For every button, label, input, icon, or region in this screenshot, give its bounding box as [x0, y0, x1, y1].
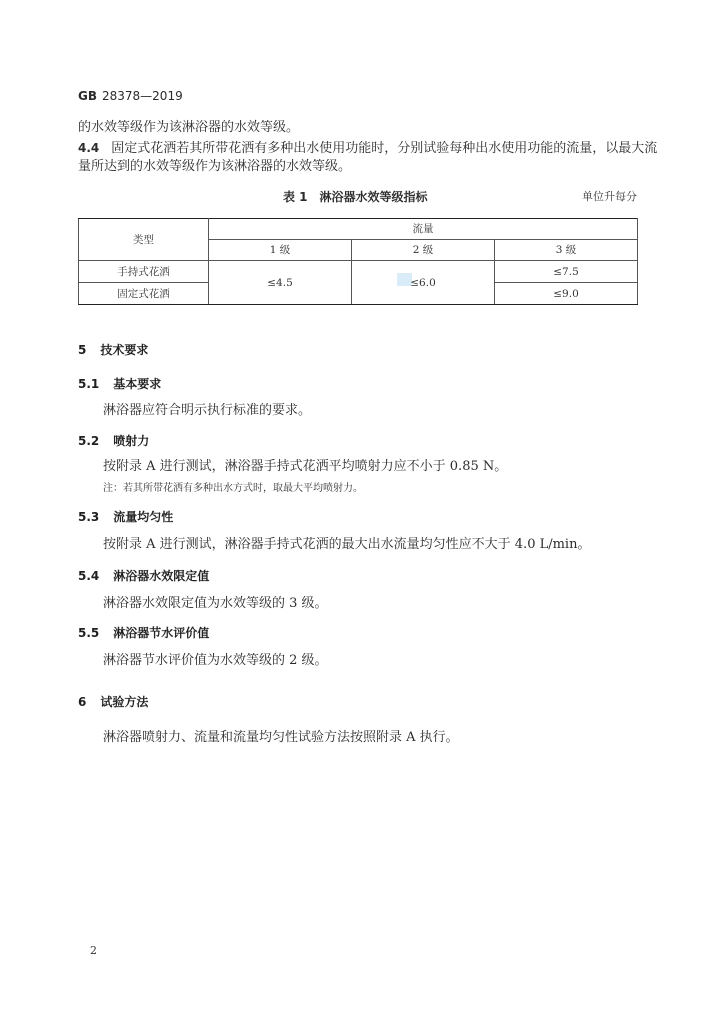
- grade-1-value: ≤4.5: [209, 261, 352, 305]
- table-caption: [283, 189, 428, 205]
- standard-code-header: [78, 88, 183, 104]
- clause-5-4-title: 淋浴器水效限定值: [113, 569, 210, 583]
- section-5-heading: [78, 342, 148, 358]
- clause-4-4-line-2: 量所达到的水效等级作为该淋浴器的水效等级。: [78, 159, 352, 174]
- clause-5-1-number: 5.1: [78, 377, 100, 391]
- clause-5-1-heading: [78, 376, 161, 392]
- clause-5-2-text: 按附录 A 进行测试，淋浴器手持式花洒平均喷射力应不小于 0.85 N。: [103, 459, 508, 474]
- scan-highlight-mark: [397, 273, 412, 286]
- grade-3-value-handheld: ≤7.5: [495, 261, 638, 283]
- clause-5-2-heading: [78, 433, 149, 449]
- header-grade-3: 3 级: [495, 240, 638, 261]
- clause-5-1-title: 基本要求: [113, 377, 162, 391]
- clause-5-4-number: 5.4: [78, 569, 100, 583]
- clause-4-4-number: 4.4: [78, 141, 100, 155]
- standard-prefix: GB: [78, 89, 97, 103]
- page-number: 2: [90, 944, 97, 957]
- table-header-row-1: [79, 219, 638, 240]
- clause-4-4-line-1: [78, 140, 657, 157]
- header-grade-2: 2 级: [352, 240, 495, 261]
- water-efficiency-grade-table: [78, 218, 638, 305]
- clause-5-4-text: 淋浴器水效限定值为水效等级的 3 级。: [103, 596, 328, 611]
- table-caption-number: 表 1: [283, 190, 308, 204]
- header-flow-cell: 流量: [209, 219, 638, 240]
- grade-2-value: ≤6.0: [352, 261, 495, 305]
- clause-5-3-number: 5.3: [78, 510, 100, 524]
- row-type-fixed: 固定式花洒: [79, 283, 209, 305]
- section-6-heading: [78, 694, 148, 710]
- clause-5-5-title: 淋浴器节水评价值: [113, 626, 210, 640]
- continued-paragraph: 的水效等级作为该淋浴器的水效等级。: [78, 120, 300, 135]
- table-row: [79, 261, 638, 283]
- clause-5-5-text: 淋浴器节水评价值为水效等级的 2 级。: [103, 653, 328, 668]
- row-type-handheld: 手持式花洒: [79, 261, 209, 283]
- section-5-number: 5: [78, 343, 87, 357]
- clause-5-2-number: 5.2: [78, 434, 100, 448]
- section-6-text: 淋浴器喷射力、流量和流量均匀性试验方法按照附录 A 执行。: [103, 730, 459, 745]
- clause-5-3-text: 按附录 A 进行测试，淋浴器手持式花洒的最大出水流量均匀性应不大于 4.0 L/min。: [103, 537, 591, 552]
- clause-5-3-title: 流量均匀性: [113, 510, 174, 524]
- header-type-cell: 类型: [79, 219, 209, 261]
- clause-4-4-text-1: 固定式花洒若其所带花洒有多种出水使用功能时，分别试验每种出水使用功能的流量，以最大流: [111, 141, 658, 156]
- header-grade-1: 1 级: [209, 240, 352, 261]
- table-unit-label: 单位升每分: [582, 190, 637, 203]
- clause-5-2-note: 注：若其所带花洒有多种出水方式时，取最大平均喷射力。: [103, 483, 363, 494]
- clause-5-1-text: 淋浴器应符合明示执行标准的要求。: [103, 403, 312, 418]
- section-5-title: 技术要求: [100, 343, 149, 357]
- section-6-title: 试验方法: [100, 695, 149, 709]
- clause-5-5-heading: [78, 625, 209, 641]
- clause-5-5-number: 5.5: [78, 626, 100, 640]
- grade-3-value-fixed: ≤9.0: [495, 283, 638, 305]
- clause-5-2-title: 喷射力: [113, 434, 150, 448]
- table-caption-title: 淋浴器水效等级指标: [319, 190, 428, 204]
- section-6-number: 6: [78, 695, 87, 709]
- standard-number: 28378—2019: [102, 89, 183, 103]
- clause-5-3-heading: [78, 509, 173, 525]
- clause-5-4-heading: [78, 568, 209, 584]
